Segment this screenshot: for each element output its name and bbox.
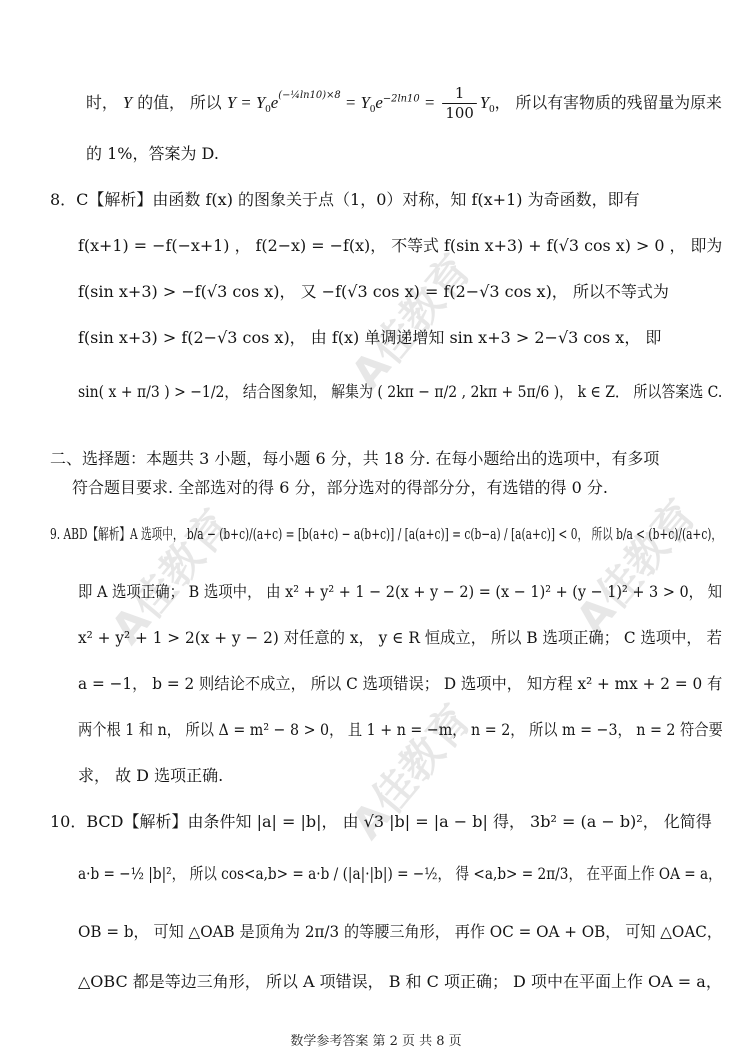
denominator: 100 xyxy=(445,104,474,122)
q9-line-5: 两个根 1 和 n， 所以 Δ = m² − 8 > 0， 且 1 + n = −m， n = 2， 所以 m = −3， n = 2 符合要 xyxy=(78,720,723,739)
text: ， 所以有害物质的残留量为原来 xyxy=(494,93,722,112)
q10-line-2: a·b = −½ |b|²， 所以 cos<a,b> = a·b / (|a|·|b|) = −½， 得 <a,b> = 2π/3， 在平面上作 OA = a， xyxy=(78,864,722,883)
math: e xyxy=(375,93,383,112)
q9-heading: 9. ABD【解析】A 选项中， b/a − (b+c)/(a+c) = [b(a+c) − a(b+c)] / [a(a+c)] = c(b−a) / [a(a+c)] < 0， 所以 b/a < (b+c)/(a+c)， xyxy=(50,525,723,543)
numerator: 1 xyxy=(442,84,476,104)
q9-line-4: a = −1， b = 2 则结论不成立， 所以 C 选项错误； D 选项中， 知方程 x² + mx + 2 = 0 有 xyxy=(78,674,723,693)
q7-line-2: 的 1%，答案为 D. xyxy=(86,144,219,163)
q9-line-6: 求， 故 D 选项正确. xyxy=(78,766,224,785)
q10-line-3: OB = b， 可知 △OAB 是顶角为 2π/3 的等腰三角形， 再作 OC = OA + OB， 可知 △OAC， xyxy=(78,922,723,941)
q10-line-4: △OBC 都是等边三角形， 所以 A 项错误， B 和 C 项正确； D 项中在平面上作 OA = a， xyxy=(78,972,722,991)
superscript: (−¼ln10)×8 xyxy=(278,89,341,101)
q8-heading: 8．C【解析】由函数 f(x) 的图象关于点（1，0）对称，知 f(x+1) 为奇函数，即有 xyxy=(50,190,640,209)
subscript: 0 xyxy=(369,103,376,116)
math: = Y xyxy=(340,93,370,112)
math: Y xyxy=(479,93,490,112)
q10-heading: 10．BCD【解析】由条件知 |a| = |b|， 由 √3 |b| = |a − b| 得， 3b² = (a − b)²， 化简得 xyxy=(50,812,712,831)
q8-line-2: f(x+1) = −f(−x+1) ， f(2−x) = −f(x)， 不等式 f(sin x+3) + f(√3 cos x) > 0 ， 即为 xyxy=(78,236,723,255)
superscript: −2ln10 xyxy=(382,93,420,105)
fraction xyxy=(442,84,476,123)
watermark: A佳教育 xyxy=(566,490,706,644)
q8-line-3: f(sin x+3) > −f(√3 cos x)， 又 −f(√3 cos x) = f(2−√3 cos x)， 所以不等式为 xyxy=(78,282,669,301)
q9-line-2: 即 A 选项正确； B 选项中， 由 x² + y² + 1 − 2(x + y − 2) = (x − 1)² + (y − 1)² + 3 > 0， 知 xyxy=(78,582,723,601)
subscript: 0 xyxy=(489,103,495,116)
q7-line-1: 时， Y 的值， 所以 $Y = Y_0e^{(-\frac{1}{4}ln10)\times 8} = Y_0e^{-2ln10}$ = $\frac{1}{100}$ $Y_0$， 所以有害物质的残留量为原来 xyxy=(86,84,722,122)
math: Y = Y xyxy=(226,93,266,112)
section-heading-2: 符合题目要求. 全部选对的得 6 分，部分选对的得部分分，有选错的得 0 分. xyxy=(72,478,608,497)
section-heading: 二、选择题：本题共 3 小题，每小题 6 分，共 18 分. 在每小题给出的选项中，有多项 xyxy=(50,449,660,468)
q8-line-5: sin( x + π/3 ) > −1/2， 结合图象知， 解集为 ( 2kπ − π/2 , 2kπ + 5π/6 )， k ∈ Z． 所以答案选 C. xyxy=(78,382,723,401)
text: 时， xyxy=(86,93,123,112)
text: 的值， 所以 xyxy=(132,93,227,112)
subscript: 0 xyxy=(265,103,271,116)
math: e xyxy=(270,93,279,112)
q8-line-4: f(sin x+3) > f(2−√3 cos x)， 由 f(x) 单调递增知 sin x+3 > 2−√3 cos x， 即 xyxy=(78,328,662,347)
math: Y xyxy=(122,93,133,112)
watermark: A佳教育 xyxy=(101,500,241,654)
q9-line-3: x² + y² + 1 > 2(x + y − 2) 对任意的 x， y ∈ R 恒成立， 所以 B 选项正确； C 选项中， 若 xyxy=(78,628,722,647)
watermark: A佳教育 xyxy=(341,695,481,849)
watermark: A佳教育 xyxy=(341,245,481,399)
page-footer: 数学参考答案 第 2 页 共 8 页 xyxy=(290,1034,462,1049)
